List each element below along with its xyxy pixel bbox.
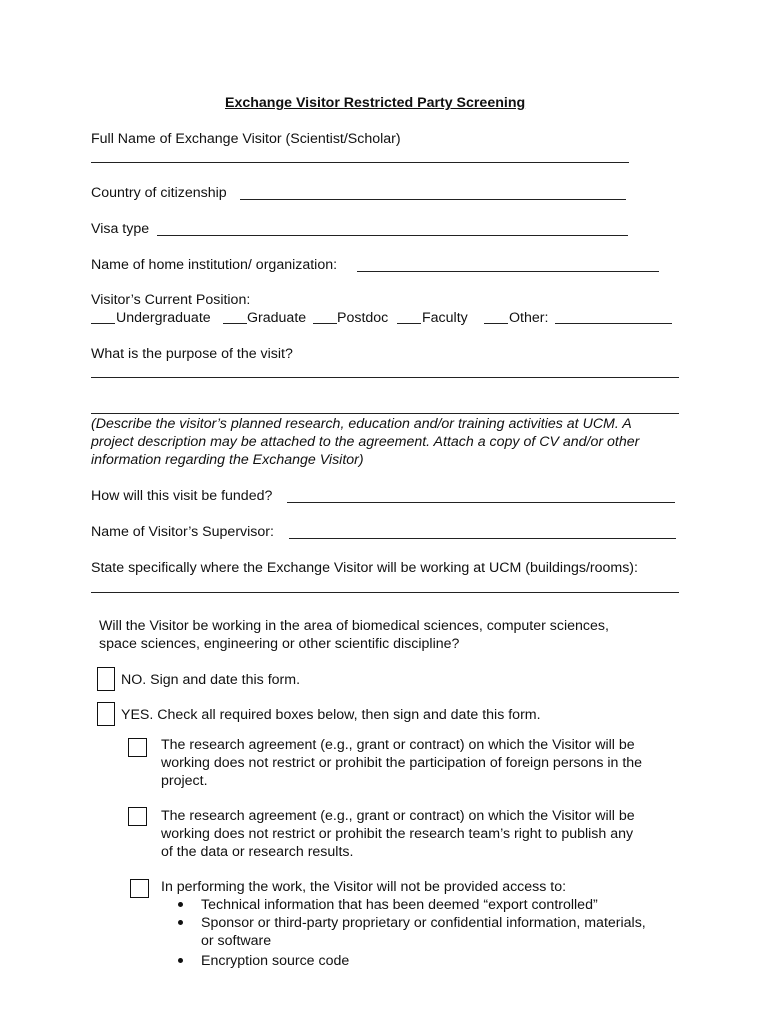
position-undergraduate-blank[interactable] bbox=[91, 323, 115, 324]
funding-field[interactable] bbox=[287, 502, 675, 503]
purpose-note-line-3: information regarding the Exchange Visitor) bbox=[91, 452, 364, 468]
country-label: Country of citizenship bbox=[91, 185, 227, 201]
discipline-question-line-2: space sciences, engineering or other scientific discipline? bbox=[99, 636, 460, 652]
bullet-dot bbox=[178, 920, 183, 925]
check1-line-2: working does not restrict or prohibit the participation of foreign persons in the bbox=[161, 755, 643, 771]
yes-checkbox[interactable] bbox=[97, 702, 115, 726]
position-undergraduate: Undergraduate bbox=[116, 310, 211, 326]
bullet-proprietary-line-1: Sponsor or third-party proprietary or confidential information, materials, bbox=[201, 915, 646, 931]
position-other-field[interactable] bbox=[555, 323, 672, 324]
position-faculty: Faculty bbox=[422, 310, 468, 326]
full-name-label: Full Name of Exchange Visitor (Scientist/Scholar) bbox=[91, 131, 401, 147]
institution-field[interactable] bbox=[357, 271, 659, 272]
agreement-foreign-persons-checkbox[interactable] bbox=[128, 738, 147, 757]
position-label: Visitor’s Current Position: bbox=[91, 292, 251, 308]
supervisor-label: Name of Visitor’s Supervisor: bbox=[91, 524, 274, 540]
agreement-publish-checkbox[interactable] bbox=[128, 807, 147, 826]
bullet-proprietary-line-2: or software bbox=[201, 933, 272, 949]
location-label: State specifically where the Exchange Visitor will be working at UCM (buildings/rooms): bbox=[91, 560, 638, 576]
position-graduate-blank[interactable] bbox=[223, 323, 247, 324]
visa-field[interactable] bbox=[157, 235, 628, 236]
bullet-dot bbox=[178, 958, 183, 963]
purpose-note-line-1: (Describe the visitor’s planned research, education and/or training activities at UCM. A bbox=[91, 416, 632, 432]
funding-label: How will this visit be funded? bbox=[91, 488, 273, 504]
bullet-export-controlled: Technical information that has been deemed “export controlled” bbox=[201, 897, 598, 913]
institution-label: Name of home institution/ organization: bbox=[91, 257, 338, 273]
purpose-field-line-1[interactable] bbox=[91, 377, 679, 378]
discipline-question-line-1: Will the Visitor be working in the area of biomedical sciences, computer sciences, bbox=[99, 618, 609, 634]
full-name-field[interactable] bbox=[91, 162, 629, 163]
check2-line-1: The research agreement (e.g., grant or contract) on which the Visitor will be bbox=[161, 808, 635, 824]
position-postdoc-blank[interactable] bbox=[313, 323, 337, 324]
purpose-note-line-2: project description may be attached to the agreement. Attach a copy of CV and/or other bbox=[91, 434, 640, 450]
purpose-field-line-2[interactable] bbox=[91, 413, 679, 414]
position-faculty-blank[interactable] bbox=[397, 323, 421, 324]
yes-option-label: YES. Check all required boxes below, then sign and date this form. bbox=[121, 707, 541, 723]
position-graduate: Graduate bbox=[247, 310, 307, 326]
position-postdoc: Postdoc bbox=[337, 310, 389, 326]
purpose-label: What is the purpose of the visit? bbox=[91, 346, 293, 362]
visa-label: Visa type bbox=[91, 221, 150, 237]
check1-line-3: project. bbox=[161, 773, 208, 789]
bullet-encryption: Encryption source code bbox=[201, 953, 350, 969]
no-access-checkbox[interactable] bbox=[130, 879, 149, 898]
bullet-dot bbox=[178, 902, 183, 907]
supervisor-field[interactable] bbox=[289, 538, 676, 539]
position-other: Other: bbox=[509, 310, 549, 326]
no-option-label: NO. Sign and date this form. bbox=[121, 672, 301, 688]
position-other-blank[interactable] bbox=[484, 323, 508, 324]
no-checkbox[interactable] bbox=[97, 667, 115, 691]
check3-line-1: In performing the work, the Visitor will not be provided access to: bbox=[161, 879, 567, 895]
country-field[interactable] bbox=[240, 199, 626, 200]
check2-line-3: of the data or research results. bbox=[161, 844, 354, 860]
page-title: Exchange Visitor Restricted Party Screening bbox=[225, 95, 526, 111]
location-field[interactable] bbox=[91, 592, 679, 593]
check2-line-2: working does not restrict or prohibit the research team’s right to publish any bbox=[161, 826, 634, 842]
check1-line-1: The research agreement (e.g., grant or contract) on which the Visitor will be bbox=[161, 737, 635, 753]
